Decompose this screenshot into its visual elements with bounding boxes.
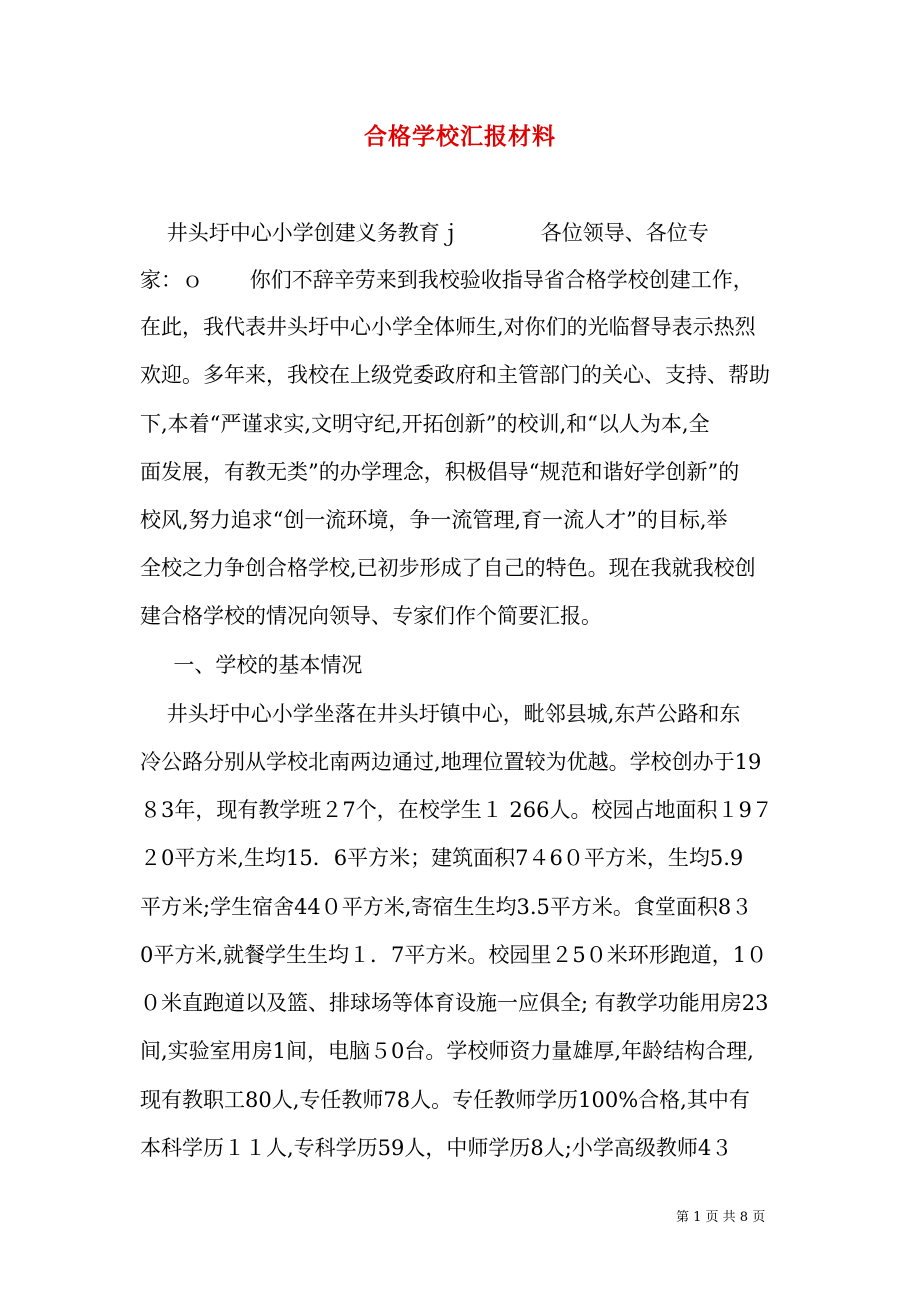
paragraph-line: 全校之力争创合格学校,已初步形成了自己的特色。现在我就我校创 [140, 556, 756, 580]
paragraph-line: 井头圩中心小学坐落在井头圩镇中心，毗邻县城,东芦公路和东 [140, 702, 741, 726]
document-title: 合格学校汇报材料 [364, 123, 556, 150]
paragraph-line: 欢迎。多年来，我校在上级党委政府和主管部门的关心、支持、帮助 [140, 363, 770, 387]
paragraph-line: ８3年，现有教学班２7个，在校学生１ 266人。校园占地面积１9７ [140, 798, 773, 822]
paragraph-line: 井头圩中心小学创建义务教育ｊ 各位领导、各位专 [140, 221, 709, 245]
paragraph-line: 家：ｏ 你们不辞辛劳来到我校验收指导省合格学校创建工作， [140, 268, 754, 292]
paragraph-line: 现有教职工80人,专任教师78人。专任教师学历100%合格,其中有 [140, 1088, 750, 1112]
paragraph-line: 冷公路分别从学校北南两边通过,地理位置较为优越。学校创办于19 [140, 750, 762, 774]
paragraph-line: ２0平方米,生均15．6平方米；建筑面积7４6０平方米，生均5.9 [140, 846, 744, 870]
paragraph-line: 0平方米,就餐学生生均１．7平方米。校园里２5０米环形跑道，1０ [140, 943, 768, 967]
paragraph-line: ０米直跑道以及篮、排球场等体育设施一应俱全; 有教学功能用房23 [140, 991, 769, 1015]
paragraph-line: 平方米;学生宿舍44０平方米,寄宿生生均3.5平方米。食堂面积8３ [140, 895, 753, 919]
page-number: 第 1 页 共 8 页 [676, 1210, 766, 1225]
paragraph-line: 在此，我代表井头圩中心小学全体师生,对你们的光临督导表示热烈 [140, 315, 756, 339]
paragraph-line: 校风,努力追求“创一流环境，争一流管理,育一流人才”的目标,举 [140, 508, 728, 532]
section-heading: 一、学校的基本情况 [140, 653, 363, 677]
paragraph-line: 间,实验室用房1间，电脑５0台。学校师资力量雄厚,年龄结构合理, [140, 1039, 754, 1063]
paragraph-line: 建合格学校的情况向领导、专家们作个简要汇报。 [140, 604, 602, 628]
paragraph-line: 本科学历１１人,专科学历59人，中师学历8人;小学高级教师4３ [140, 1136, 733, 1160]
paragraph-line: 下,本着“严谨求实,文明守纪,开拓创新”的校训,和“以人为本,全 [140, 412, 710, 436]
paragraph-line: 面发展，有教无类”的办学理念，积极倡导“规范和谐好学创新”的 [140, 460, 740, 484]
